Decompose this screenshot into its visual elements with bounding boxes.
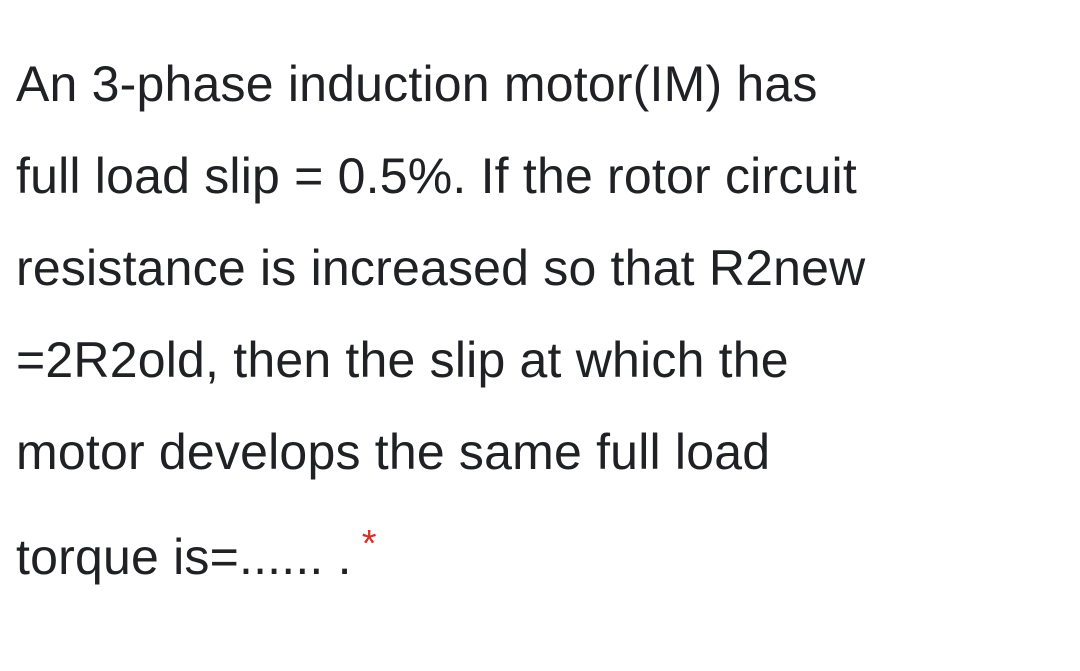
question-line-1: An 3-phase induction motor(IM) has bbox=[16, 56, 818, 112]
question-title bbox=[16, 38, 1080, 603]
question-line-6: torque is=...... . bbox=[16, 529, 352, 585]
question-line-5: motor develops the same full load bbox=[16, 424, 771, 480]
question-line-2: full load slip = 0.5%. If the rotor circuit bbox=[16, 148, 857, 204]
question-line-4: =2R2old, then the slip at which the bbox=[16, 332, 789, 388]
question-line-6-wrapper bbox=[16, 498, 1080, 603]
question-line-3: resistance is increased so that R2new bbox=[16, 240, 866, 296]
required-asterisk-icon: * bbox=[361, 523, 377, 565]
